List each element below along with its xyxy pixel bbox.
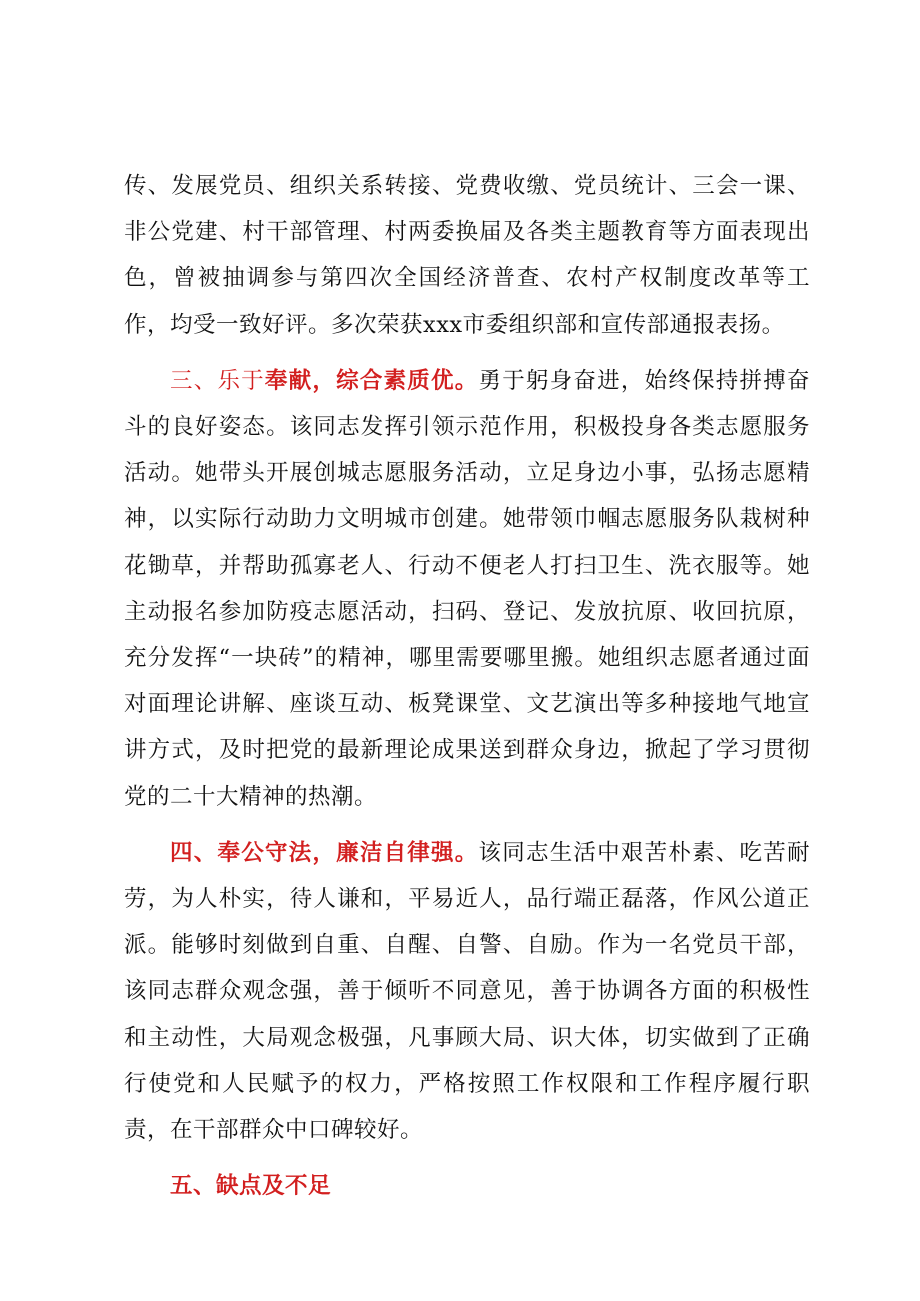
paragraph-section-five (124, 1163, 810, 1209)
paragraph-section-three (124, 358, 810, 820)
section-four-heading: 四、奉公守法，廉洁自律强。 (170, 839, 479, 866)
section-five-heading: 五、缺点及不足 (170, 1173, 332, 1200)
paragraph-section-four (124, 830, 810, 1153)
document-body (124, 163, 810, 1219)
section-three-heading-prefix: 三、乐于 (170, 367, 265, 394)
section-three-heading-title: 奉献，综合素质优。 (264, 367, 479, 394)
section-four-body: 该同志生活中艰苦朴素、吃苦耐劳，为人朴实，待人谦和，平易近人，品行端正磊落，作风公道正派。能够时刻做到自重、自醒、自警、自励。作为一名党员干部，该同志群众观念强，善于倾听不同意见，善于协调各方面的积极性和主动性，大局观念极强，凡事顾大局、识大体，切实做到了正确行使党和人民赋予的权力，严格按照工作权限和工作程序履行职责，在干部群众中口碑较好。 (124, 839, 810, 1144)
paragraph-text: 传、发展党员、组织关系转接、党费收缴、党员统计、三会一课、非公党建、村干部管理、村两委换届及各类主题教育等方面表现出色，曾被抽调参与第四次全国经济普查、农村产权制度改革等工作，均受一致好评。多次荣获xxx市委组织部和宣传部通报表扬。 (124, 173, 810, 338)
section-three-body: 勇于躬身奋进，始终保持拼搏奋斗的良好姿态。该同志发挥引领示范作用，积极投身各类志愿服务活动。她带头开展创城志愿服务活动，立足身边小事，弘扬志愿精神，以实际行动助力文明城市创建。她带领巾帼志愿服务队栽树种花锄草，并帮助孤寡老人、行动不便老人打扫卫生、洗衣服等。她主动报名参加防疫志愿活动，扫码、登记、发放抗原、收回抗原，充分发挥“一块砖”的精神，哪里需要哪里搬。她组织志愿者通过面对面理论讲解、座谈互动、板凳课堂、文艺演出等多种接地气地宣讲方式，及时把党的最新理论成果送到群众身边，掀起了学习贯彻党的二十大精神的热潮。 (124, 367, 810, 810)
paragraph-continuation (124, 163, 810, 348)
